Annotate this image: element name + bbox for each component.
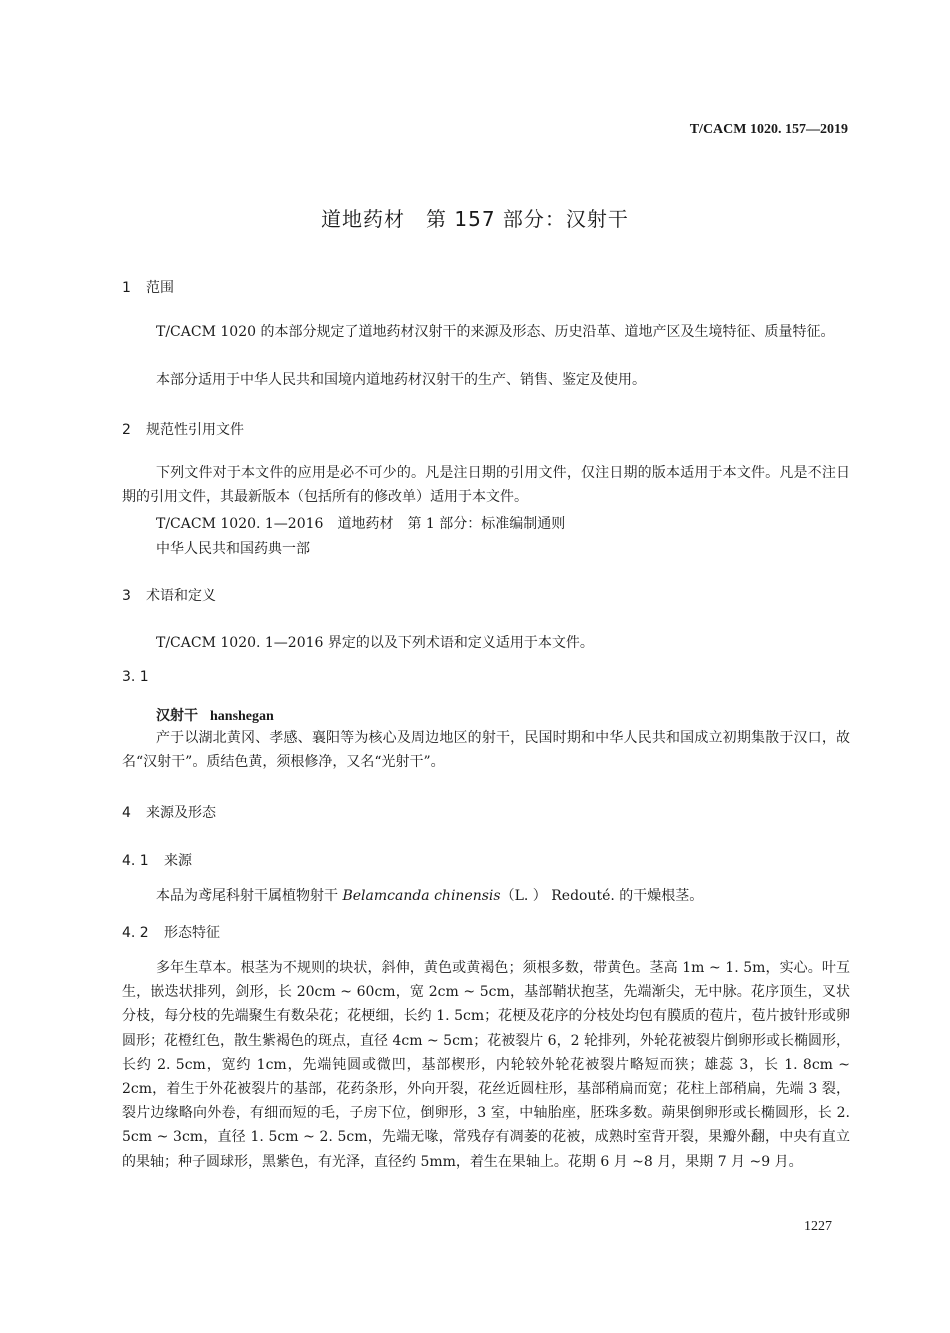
morphology-paragraph: 多年生草本。根茎为不规则的块状，斜伸，黄色或黄褐色；须根多数，带黄色。茎高 1m ~ 1. 5m，实心。叶互生，嵌迭状排列，剑形，长 20cm ~ 60cm，宽 2cm ~ 5cm，基部鞘状抱茎，先端渐尖，无中脉。花序顶生，叉状分枝，每分枝的先端聚生有数朵花；花梗细，长约 1. 5cm；花梗及花序的分枝处均包有膜质的苞片，苞片披针形或卵圆形；花橙红色，散生紫褐色的斑点，直径 4cm ~ 5cm；花被裂片 6，2 轮排列，外轮花被裂片倒卵形或长椭圆形，长约 2. 5cm，宽约 1cm，先端钝圆或微凹，基部楔形，内轮较外轮花被裂片略短而狭；雄蕊 3，长 1. 8cm ~ 2cm，着生于外花被裂片的基部，花药条形，外向开裂，花丝近圆柱形，基部稍扁而宽；花柱上部稍扁，先端 3 裂，裂片边缘略向外卷，有细而短的毛，子房下位，倒卵形，3 室，中轴胎座，胚珠多数。蒴果倒卵形或长椭圆形，长 2. 5cm ~ 3cm，直径 1. 5cm ~ 2. 5cm，先端无喙，常残存有凋萎的花被，成熟时室背开裂，果瓣外翻，中央有直立的果轴；种子圆球形，黑紫色，有光泽，直径约 5mm，着生在果轴上。花期 6 月 ~8 月，果期 7 月 ~9 月。 bbox=[122, 960, 850, 1170]
section-2-heading bbox=[122, 419, 244, 439]
source-text-after: （L. ） Redouté. 的干燥根茎。 bbox=[500, 888, 704, 904]
section-1-paragraph-1: T/CACM 1020 的本部分规定了道地药材汉射干的来源及形态、历史沿革、道地产区及生境特征、质量特征。 bbox=[156, 324, 835, 340]
subsection-4-2-heading bbox=[122, 922, 220, 942]
section-title: 范围 bbox=[146, 280, 174, 296]
section-1-heading bbox=[122, 277, 174, 297]
section-number: 2 bbox=[122, 422, 131, 438]
subsection-4-1-heading bbox=[122, 850, 192, 870]
section-1-paragraph-2: 本部分适用于中华人民共和国境内道地药材汉射干的生产、销售、鉴定及使用。 bbox=[156, 372, 646, 388]
section-number: 1 bbox=[122, 280, 131, 296]
normative-reference-1: T/CACM 1020. 1—2016 道地药材 第 1 部分：标准编制通则 bbox=[156, 516, 566, 532]
section-2-paragraph: 下列文件对于本文件的应用是必不可少的。凡是注日期的引用文件，仅注日期的版本适用于本文件。凡是不注日期的引用文件，其最新版本（包括所有的修改单）适用于本文件。 bbox=[122, 465, 850, 505]
source-paragraph bbox=[156, 885, 703, 905]
section-title: 术语和定义 bbox=[146, 588, 216, 604]
term-title bbox=[156, 705, 274, 725]
subsection-number: 4. 2 bbox=[122, 925, 149, 941]
term-english: hanshegan bbox=[210, 709, 274, 724]
section-title: 规范性引用文件 bbox=[146, 422, 244, 438]
subsection-title: 形态特征 bbox=[164, 925, 220, 941]
page-number: 1227 bbox=[804, 1219, 832, 1234]
subsection-title: 来源 bbox=[164, 853, 192, 869]
source-text-before: 本品为鸢尾科射干属植物射干 bbox=[156, 888, 343, 904]
document-code: T/CACM 1020. 157—2019 bbox=[689, 122, 848, 137]
section-number: 4 bbox=[122, 805, 131, 821]
term-chinese: 汉射干 bbox=[156, 708, 198, 724]
section-4-heading bbox=[122, 802, 216, 822]
section-3-heading bbox=[122, 585, 216, 605]
term-definition: 产于以湖北黄冈、孝感、襄阳等为核心及周边地区的射干，民国时期和中华人民共和国成立初期集散于汉口，故名“汉射干”。质结色黄，须根修净，又名“光射干”。 bbox=[122, 730, 850, 770]
section-3-paragraph: T/CACM 1020. 1—2016 界定的以及下列术语和定义适用于本文件。 bbox=[156, 635, 594, 651]
page-title: 道地药材 第 157 部分：汉射干 bbox=[321, 207, 629, 231]
subsection-number: 4. 1 bbox=[122, 853, 149, 869]
section-number: 3 bbox=[122, 588, 131, 604]
subsection-3-1-number: 3. 1 bbox=[122, 669, 149, 685]
normative-reference-2: 中华人民共和国药典一部 bbox=[156, 541, 310, 557]
latin-name: Belamcanda chinensis bbox=[342, 888, 501, 904]
section-title: 来源及形态 bbox=[146, 805, 216, 821]
